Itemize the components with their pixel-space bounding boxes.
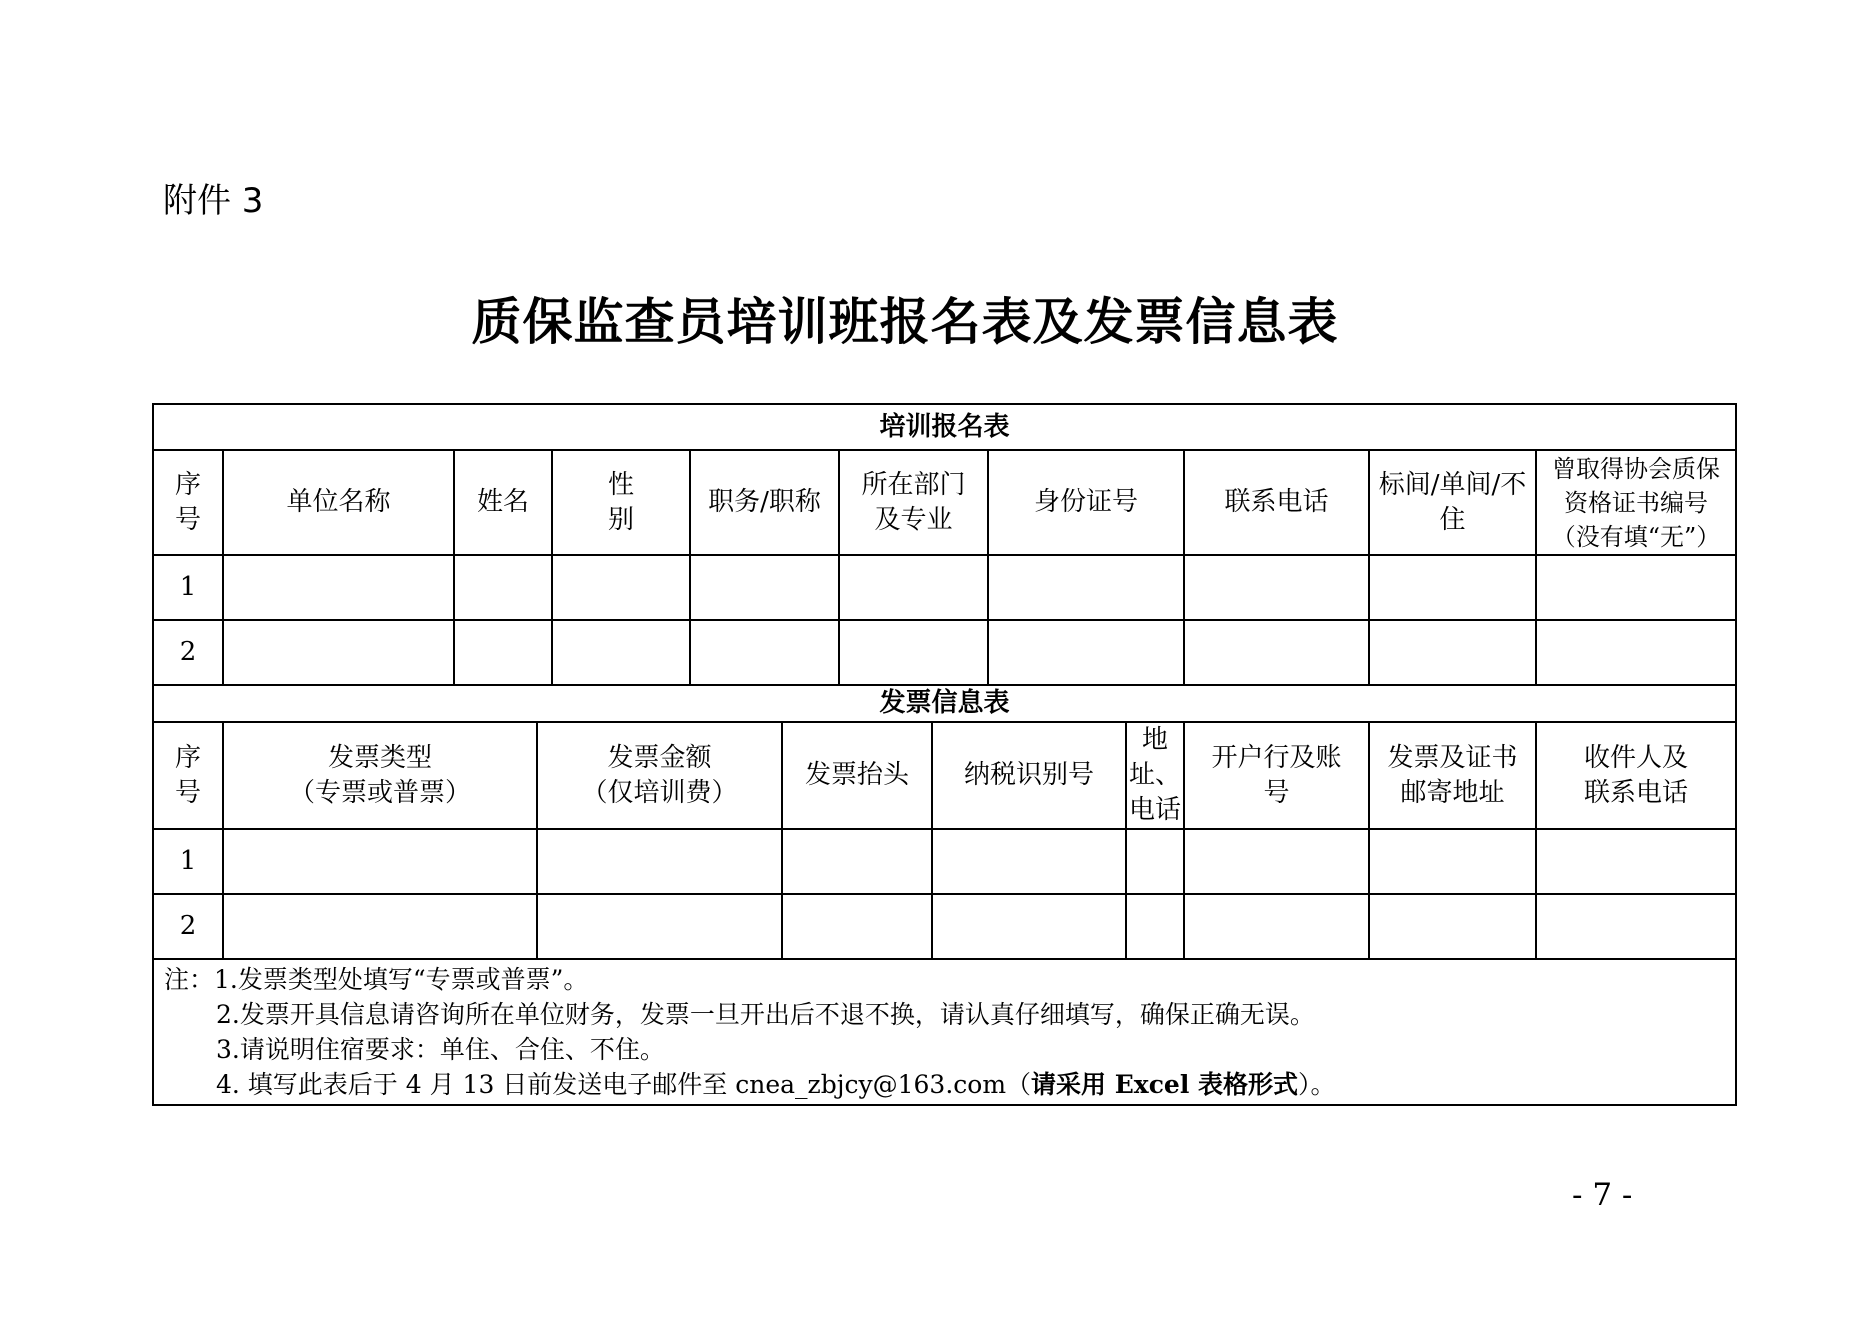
cell-recipient[interactable] bbox=[1536, 829, 1736, 894]
note-line-1: 注：1.发票类型处填写“专票或普票”。 bbox=[164, 965, 589, 994]
cell-department[interactable] bbox=[839, 555, 988, 620]
cell-invoice-amount[interactable] bbox=[537, 829, 782, 894]
page-number: - 7 - bbox=[1572, 1177, 1633, 1213]
header-department: 所在部门 及专业 bbox=[839, 450, 988, 555]
note-line-3: 3.请说明住宿要求：单住、合住、不住。 bbox=[216, 1035, 665, 1064]
registration-section-title: 培训报名表 bbox=[153, 404, 1736, 450]
cell-unit[interactable] bbox=[223, 620, 454, 685]
cell-recipient[interactable] bbox=[1536, 894, 1736, 959]
cell-gender[interactable] bbox=[552, 620, 690, 685]
cell-tax-id[interactable] bbox=[932, 894, 1126, 959]
registration-row bbox=[153, 555, 1736, 620]
cell-unit[interactable] bbox=[223, 555, 454, 620]
cell-phone[interactable] bbox=[1184, 620, 1369, 685]
note-emphasis: 请采用 Excel 表格形式 bbox=[1031, 1070, 1299, 1099]
cell-id[interactable] bbox=[988, 555, 1184, 620]
cell-address-phone[interactable] bbox=[1126, 894, 1184, 959]
registration-invoice-table bbox=[152, 403, 1737, 1106]
page-title: 质保监查员培训班报名表及发票信息表 bbox=[471, 292, 1339, 351]
registration-header-row bbox=[153, 450, 1736, 555]
cell-mailing-address[interactable] bbox=[1369, 829, 1536, 894]
header-phone: 联系电话 bbox=[1184, 450, 1369, 555]
row-seq: 2 bbox=[153, 620, 223, 685]
cell-bank-account[interactable] bbox=[1184, 894, 1369, 959]
header-invoice-amount: 发票金额 （仅培训费） bbox=[537, 722, 782, 829]
header-id-number: 身份证号 bbox=[988, 450, 1184, 555]
row-seq: 1 bbox=[153, 555, 223, 620]
cell-id[interactable] bbox=[988, 620, 1184, 685]
attachment-label: 附件 3 bbox=[163, 181, 264, 221]
header-seq: 序 号 bbox=[153, 722, 223, 829]
header-bank-account: 开户行及账 号 bbox=[1184, 722, 1369, 829]
header-address-phone: 地址、电话 bbox=[1126, 722, 1184, 829]
cell-invoice-title[interactable] bbox=[782, 894, 932, 959]
header-unit-name: 单位名称 bbox=[223, 450, 454, 555]
cell-invoice-amount[interactable] bbox=[537, 894, 782, 959]
cell-invoice-type[interactable] bbox=[223, 829, 537, 894]
header-certificate: 曾取得协会质保 资格证书编号 （没有填“无”） bbox=[1536, 450, 1736, 555]
registration-row bbox=[153, 620, 1736, 685]
cell-certificate[interactable] bbox=[1536, 555, 1736, 620]
cell-name[interactable] bbox=[454, 555, 552, 620]
header-seq: 序 号 bbox=[153, 450, 223, 555]
header-recipient: 收件人及 联系电话 bbox=[1536, 722, 1736, 829]
cell-tax-id[interactable] bbox=[932, 829, 1126, 894]
note-line-4: 4. 填写此表后于 4 月 13 日前发送电子邮件至 cnea_zbjcy@163.com（请采用 Excel 表格形式）。 bbox=[216, 1070, 1336, 1099]
invoice-row bbox=[153, 894, 1736, 959]
notes bbox=[153, 959, 1736, 1105]
header-name: 姓名 bbox=[454, 450, 552, 555]
cell-position[interactable] bbox=[690, 555, 839, 620]
cell-room[interactable] bbox=[1369, 555, 1536, 620]
row-seq: 1 bbox=[153, 829, 223, 894]
cell-invoice-type[interactable] bbox=[223, 894, 537, 959]
header-room-type: 标间/单间/不 住 bbox=[1369, 450, 1536, 555]
invoice-header-row bbox=[153, 722, 1736, 829]
cell-gender[interactable] bbox=[552, 555, 690, 620]
header-invoice-type: 发票类型 （专票或普票） bbox=[223, 722, 537, 829]
header-position: 职务/职称 bbox=[690, 450, 839, 555]
header-tax-id: 纳税识别号 bbox=[932, 722, 1126, 829]
header-invoice-title: 发票抬头 bbox=[782, 722, 932, 829]
header-gender: 性 别 bbox=[552, 450, 690, 555]
note-line-2: 2.发票开具信息请咨询所在单位财务，发票一旦开出后不退不换，请认真仔细填写，确保正确无误。 bbox=[216, 1000, 1315, 1029]
cell-certificate[interactable] bbox=[1536, 620, 1736, 685]
cell-position[interactable] bbox=[690, 620, 839, 685]
cell-room[interactable] bbox=[1369, 620, 1536, 685]
header-mailing-address: 发票及证书 邮寄地址 bbox=[1369, 722, 1536, 829]
invoice-section-title: 发票信息表 bbox=[153, 685, 1736, 722]
cell-name[interactable] bbox=[454, 620, 552, 685]
cell-phone[interactable] bbox=[1184, 555, 1369, 620]
cell-invoice-title[interactable] bbox=[782, 829, 932, 894]
cell-department[interactable] bbox=[839, 620, 988, 685]
cell-mailing-address[interactable] bbox=[1369, 894, 1536, 959]
cell-address-phone[interactable] bbox=[1126, 829, 1184, 894]
cell-bank-account[interactable] bbox=[1184, 829, 1369, 894]
row-seq: 2 bbox=[153, 894, 223, 959]
invoice-row bbox=[153, 829, 1736, 894]
